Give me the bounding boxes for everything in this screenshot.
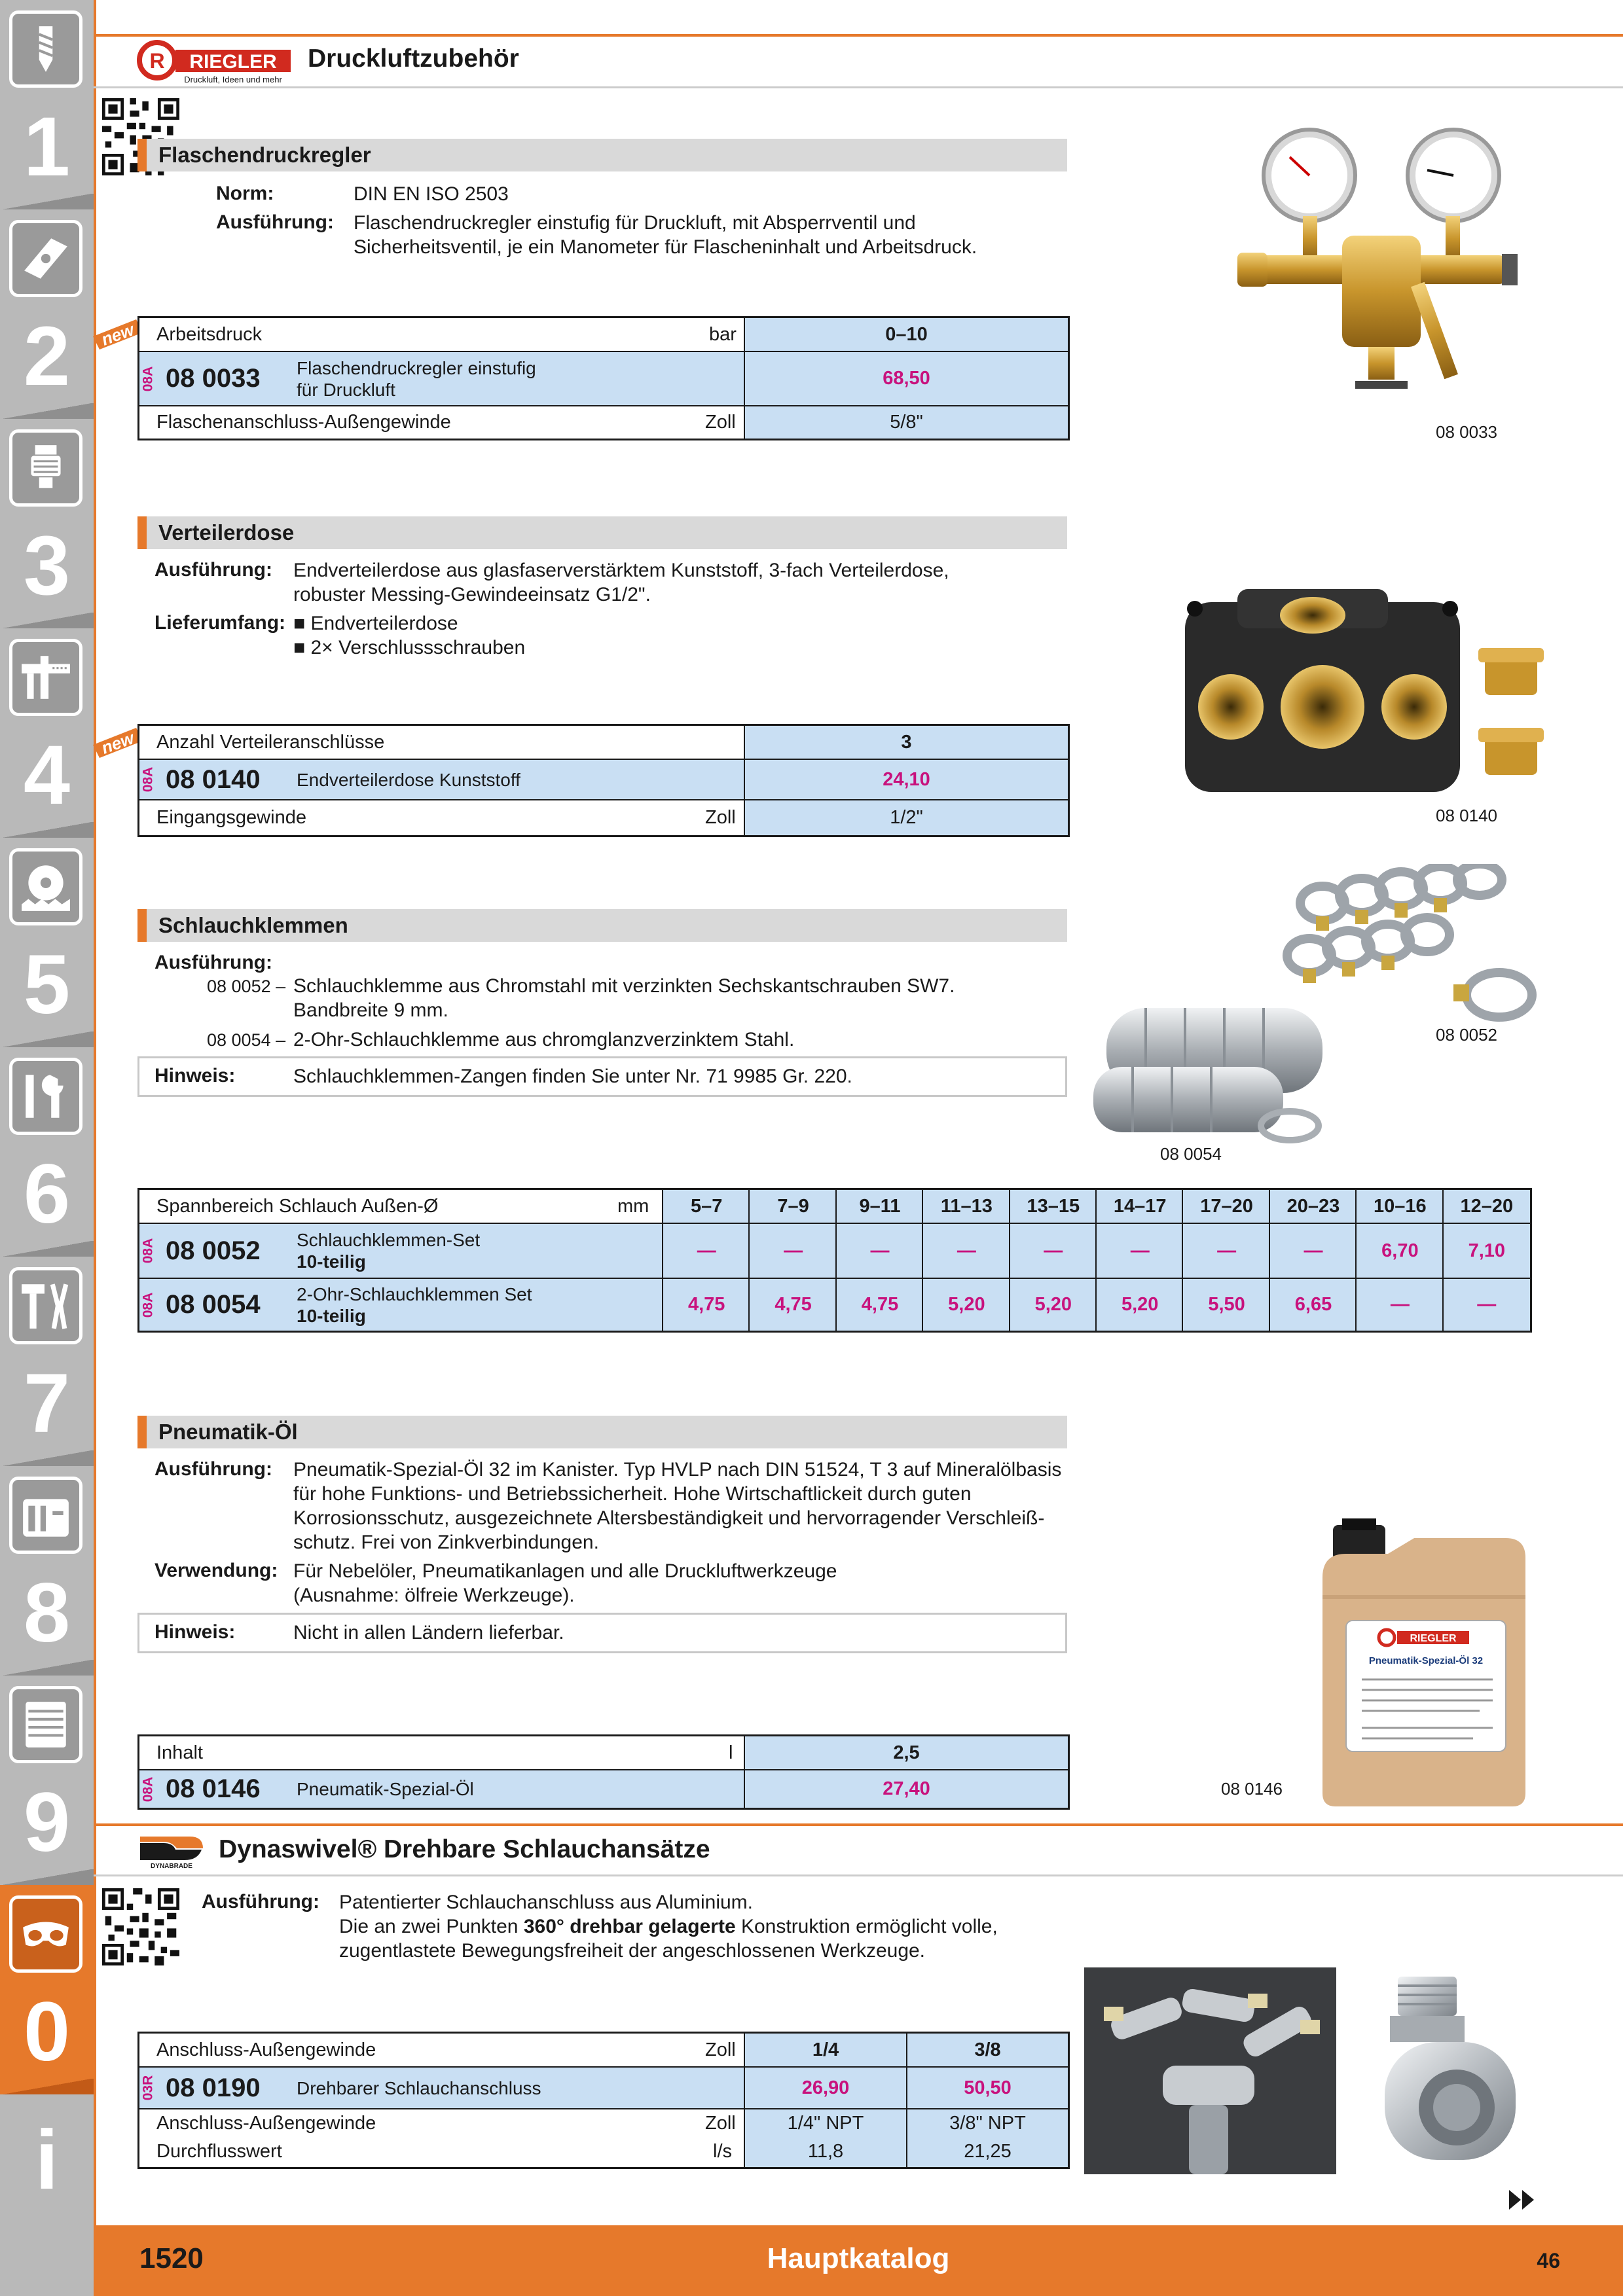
image-caption: 08 0054	[1160, 1144, 1222, 1164]
svg-text:Druckluft, Ideen und mehr: Druckluft, Ideen und mehr	[184, 75, 282, 84]
group-code: 08A	[140, 1776, 155, 1802]
article-description: Endverteilerdose Kunststoff	[297, 769, 520, 790]
group-code: 03R	[140, 2075, 155, 2101]
size-range-header: 7–9	[777, 1195, 809, 1217]
section-header-flaschendruckregler	[137, 139, 1067, 171]
row-label: Flaschenanschluss-Außengewinde	[156, 412, 451, 433]
price: —	[870, 1240, 890, 1261]
size-range-header: 5–7	[691, 1195, 723, 1217]
price: —	[784, 1240, 803, 1261]
column-separator	[1182, 1190, 1183, 1331]
header-rule	[94, 34, 1623, 37]
table-row-product[interactable]	[139, 351, 1068, 405]
column-separator	[1095, 1190, 1097, 1331]
column-separator	[906, 2034, 907, 2167]
svg-text:Pneumatik-Spezial-Öl 32: Pneumatik-Spezial-Öl 32	[1368, 1655, 1484, 1666]
ausfuehrung-line: Die an zwei Punkten 360° drehbar gelagerte Konstruktion ermöglicht volle,	[339, 1916, 998, 1937]
section-marker	[137, 909, 147, 942]
tab-divider	[0, 822, 94, 838]
unit: Zoll	[705, 807, 736, 828]
section-title: Pneumatik-Öl	[158, 1420, 298, 1444]
article-number: 08 0146	[166, 1774, 261, 1803]
section-marker	[137, 139, 147, 171]
tab-divider	[0, 403, 94, 419]
hint-label: Hinweis:	[155, 1065, 236, 1086]
page-number: 1520	[139, 2242, 204, 2274]
logo-text: RIEGLER	[189, 51, 277, 73]
section-header-verteilerdose	[137, 516, 1067, 549]
svg-text:RIEGLER: RIEGLER	[1410, 1633, 1457, 1644]
hint-text: Nicht in allen Ländern lieferbar.	[293, 1622, 564, 1643]
section-rule	[94, 1823, 1623, 1826]
size-range-header: 10–16	[1374, 1195, 1427, 1217]
chapter-number: 3	[23, 519, 71, 613]
group-code: 08A	[140, 1292, 155, 1318]
article-description: Pneumatik-Spezial-Öl	[297, 1779, 474, 1799]
unit: l	[729, 1742, 733, 1763]
price: 5,20	[948, 1294, 985, 1315]
chapter-tab-8[interactable]	[0, 1466, 94, 1676]
value: 3/8" NPT	[949, 2112, 1026, 2134]
value: 3	[901, 731, 912, 753]
chuck-icon	[9, 429, 82, 507]
svg-text:R: R	[149, 49, 165, 73]
article-number: 08 0190	[166, 2073, 261, 2102]
table-row	[139, 318, 1068, 351]
product-table-schlauchklemmen	[137, 1188, 1532, 1333]
table-row-product[interactable]	[139, 759, 1068, 799]
product-table-verteilerdose	[137, 724, 1070, 837]
size-range-header: 13–15	[1027, 1195, 1080, 1217]
value: 1/2"	[890, 807, 923, 828]
section-brand-title: Dynaswivel® Drehbare Schlauchansätze	[219, 1835, 710, 1863]
article-number: 08 0052	[166, 1236, 261, 1265]
price: 4,75	[861, 1294, 899, 1315]
pressure-regulator-image	[1231, 124, 1545, 412]
value: 2,5	[893, 1742, 920, 1763]
row-label: Spannbereich Schlauch Außen-Ø	[156, 1195, 439, 1217]
ausfuehrung-line: robuster Messing-Gewindeeinsatz G1/2".	[293, 584, 651, 605]
chapter-number: 5	[23, 938, 71, 1031]
ausfuehrung-line: Flaschendruckregler einstufig für Druckluft, mit Absperrventil und	[354, 212, 916, 234]
column-separator	[1442, 1190, 1444, 1331]
chapter-number: 4	[23, 728, 71, 822]
size-range-header: 20–23	[1286, 1195, 1340, 1217]
ausfuehrung-line: schutz. Frei von Zinkverbindungen.	[293, 1532, 599, 1553]
chapter-tab-4[interactable]	[0, 628, 94, 838]
chapter-number: 7	[23, 1357, 71, 1450]
table-row-product[interactable]	[139, 2066, 1068, 2108]
chapter-tab-7[interactable]	[0, 1257, 94, 1466]
column-separator	[922, 1190, 923, 1331]
price: 6,70	[1381, 1240, 1419, 1261]
size-range-header: 14–17	[1113, 1195, 1167, 1217]
swivel-fitting-image	[1359, 1970, 1542, 2173]
group-code: 08A	[140, 366, 155, 391]
page-footer	[94, 2225, 1623, 2296]
chapter-number: 6	[23, 1147, 71, 1241]
column-separator	[1269, 1190, 1270, 1331]
column-separator	[1009, 1190, 1010, 1331]
table-row	[139, 1736, 1068, 1769]
image-caption: 08 0052	[1436, 1025, 1497, 1045]
page-title: Druckluftzubehör	[308, 45, 519, 73]
price: 24,10	[883, 768, 930, 790]
dynabrade-logo	[137, 1833, 206, 1869]
column-separator	[744, 2034, 745, 2167]
chapter-tab-9[interactable]	[0, 1676, 94, 1885]
price: 5,50	[1208, 1294, 1245, 1315]
table-row	[139, 799, 1068, 835]
tab-divider	[0, 2079, 94, 2094]
article-description: Flaschendruckregler einstufig für Druckluft	[297, 357, 536, 400]
hint-box	[137, 1613, 1067, 1653]
ausfuehrung-line: Pneumatik-Spezial-Öl 32 im Kanister. Typ HVLP nach DIN 51524, T 3 auf Mineralölbasis	[293, 1459, 1062, 1480]
value: 21,25	[964, 2140, 1012, 2162]
tab-divider	[0, 613, 94, 628]
hint-label: Hinweis:	[155, 1621, 236, 1643]
swivel-tool-photo	[1084, 1967, 1336, 2174]
item-code: 08 0052 –	[207, 977, 286, 996]
table-row	[139, 405, 1068, 439]
item-description: 2-Ohr-Schlauchklemme aus chromglanzverzinktem Stahl.	[293, 1029, 795, 1050]
lieferumfang-item: ■ 2× Verschlussschrauben	[293, 637, 526, 658]
chapter-tab-0[interactable]	[0, 1885, 94, 2094]
column-separator	[748, 1190, 750, 1331]
value: 1/4" NPT	[787, 2112, 864, 2134]
row-label: Eingangsgewinde	[156, 807, 306, 828]
article-number: 08 0054	[166, 1290, 261, 1319]
norm-label: Norm:	[216, 183, 274, 204]
size-range-header: 17–20	[1200, 1195, 1253, 1217]
chapter-number: 8	[23, 1566, 71, 1660]
unit: mm	[617, 1195, 649, 1217]
unit: l/s	[713, 2140, 732, 2162]
ausfuehrung-label: Ausführung:	[216, 211, 334, 233]
ausfuehrung-line: zugentlastete Bewegungsfreiheit der angeschlossenen Werkzeuge.	[339, 1940, 926, 1962]
unit: Zoll	[705, 2039, 736, 2060]
hint-text: Schlauchklemmen-Zangen finden Sie unter Nr. 71 9985 Gr. 220.	[293, 1066, 852, 1087]
article-number: 08 0033	[166, 364, 261, 393]
value: 5/8"	[890, 412, 923, 433]
cutting-insert-icon	[9, 220, 82, 297]
group-code: 08A	[140, 766, 155, 793]
item-code: 08 0054 –	[207, 1030, 286, 1050]
ausfuehrung-line: Korrosionsschutz, ausgezeichnete Altersbeständigkeit und hervorragender Verschleiß-	[293, 1507, 1045, 1529]
section-title: Schlauchklemmen	[158, 913, 348, 937]
section-title: Verteilerdose	[158, 520, 295, 545]
ausfuehrung-line: Sicherheitsventil, je ein Manometer für Flascheninhalt und Arbeitsdruck.	[354, 236, 977, 258]
price: 7,10	[1468, 1240, 1506, 1261]
unit: bar	[709, 323, 737, 345]
ear-clamp-image	[1093, 995, 1342, 1152]
hammer-pliers-icon	[9, 1267, 82, 1344]
article-description: Drehbarer Schlauchanschluss	[297, 2077, 541, 2098]
price: 6,65	[1294, 1294, 1332, 1315]
tab-divider	[0, 1869, 94, 1885]
price: 5,20	[1034, 1294, 1072, 1315]
chapter-tab-2[interactable]	[0, 209, 94, 419]
table-row	[139, 2137, 1068, 2166]
column-separator	[662, 1190, 663, 1331]
catalog-name: Hauptkatalog	[767, 2242, 950, 2274]
price: —	[1477, 1294, 1497, 1315]
article-description: 2-Ohr-Schlauchklemmen Set 10-teilig	[297, 1283, 532, 1326]
product-table-pneumatik-oel	[137, 1734, 1070, 1810]
next-page-arrow-icon[interactable]	[1509, 2190, 1535, 2210]
price: —	[1304, 1240, 1323, 1261]
row-label: Inhalt	[156, 1742, 203, 1763]
section-underline	[94, 1874, 1623, 1876]
chapter-sidebar	[0, 0, 94, 2296]
ausfuehrung-label: Ausführung:	[155, 952, 272, 973]
saw-blade-icon	[9, 848, 82, 925]
price: 26,90	[801, 2077, 850, 2098]
price: 27,40	[883, 1778, 930, 1799]
safety-goggles-icon	[9, 1895, 82, 1973]
price: 5,20	[1121, 1294, 1159, 1315]
caliper-icon	[9, 639, 82, 716]
column-separator	[1355, 1190, 1357, 1331]
info-symbol: i	[35, 2113, 59, 2207]
section-header-pneumatik-oel	[137, 1416, 1067, 1448]
table-row-product[interactable]	[139, 1769, 1068, 1808]
item-description: Schlauchklemme aus Chromstahl mit verzinkten Sechskantschrauben SW7.	[293, 975, 955, 997]
chapter-tab-5[interactable]	[0, 838, 94, 1047]
section-header-schlauchklemmen	[137, 909, 1067, 942]
norm-value: DIN EN ISO 2503	[354, 183, 509, 205]
toolbox-icon	[9, 1477, 82, 1554]
tab-divider	[0, 1660, 94, 1676]
chapter-number: 1	[23, 100, 71, 194]
svg-text:new: new	[98, 728, 137, 758]
tab-divider	[0, 1031, 94, 1047]
chapter-tab-info[interactable]	[0, 2094, 94, 2225]
table-row	[139, 726, 1068, 759]
unit: Zoll	[705, 2112, 736, 2134]
price: 4,75	[775, 1294, 812, 1315]
ausfuehrung-label: Ausführung:	[202, 1891, 319, 1912]
value: 3/8	[974, 2039, 1001, 2060]
value: 11,8	[807, 2140, 844, 2162]
value: 0–10	[885, 323, 928, 345]
section-marker	[137, 1416, 147, 1448]
table-row	[139, 2034, 1068, 2066]
section-marker	[137, 516, 147, 549]
ausfuehrung-line: für hohe Funktions- und Betriebssicherheit. Hohe Wirtschaftlickeit durch guten	[293, 1483, 972, 1505]
tab-divider	[0, 1241, 94, 1257]
lieferumfang-label: Lieferumfang:	[155, 612, 286, 634]
qr-code-icon[interactable]	[102, 1888, 179, 1965]
image-caption: 08 0140	[1436, 806, 1497, 825]
product-table-dynaswivel	[137, 2032, 1070, 2169]
verwendung-label: Verwendung:	[155, 1560, 278, 1581]
tab-divider	[0, 194, 94, 209]
price: —	[1390, 1294, 1410, 1315]
price: 4,75	[687, 1294, 725, 1315]
value: 1/4	[812, 2039, 839, 2060]
article-description: Schlauchklemmen-Set 10-teilig	[297, 1230, 481, 1272]
chapter-number: 9	[23, 1776, 71, 1869]
ausfuehrung-line: Patentierter Schlauchanschluss aus Aluminium.	[339, 1892, 753, 1913]
wrench-screwdriver-icon	[9, 1058, 82, 1135]
group-code: 08A	[140, 1238, 155, 1264]
chapter-number: 2	[23, 310, 71, 403]
tab-divider	[0, 1450, 94, 1466]
verwendung-line: Für Nebelöler, Pneumatikanlagen und alle Druckluftwerkzeuge	[293, 1560, 837, 1582]
drill-bit-icon	[9, 10, 82, 88]
row-label: Durchflusswert	[156, 2140, 282, 2162]
oil-canister-image	[1316, 1518, 1532, 1806]
size-range-header: 11–13	[940, 1195, 993, 1217]
price: —	[697, 1240, 716, 1261]
row-label: Anzahl Verteileranschlüsse	[156, 731, 385, 753]
column-separator	[744, 318, 745, 439]
price: 50,50	[964, 2077, 1012, 2098]
ausfuehrung-line: Endverteilerdose aus glasfaserverstärktem Kunststoff, 3-fach Verteilerdose,	[293, 560, 949, 581]
chapter-number: 0	[23, 1985, 71, 2079]
price: 68,50	[883, 368, 930, 389]
lieferumfang-item: ■ Endverteilerdose	[293, 613, 458, 634]
row-label: Arbeitsdruck	[156, 323, 263, 345]
verwendung-line: (Ausnahme: ölfreie Werkzeuge).	[293, 1585, 575, 1606]
svg-text:new: new	[98, 319, 137, 350]
distribution-box-image	[1172, 589, 1552, 798]
chapter-tab-1[interactable]	[0, 0, 94, 209]
unit: Zoll	[705, 412, 736, 433]
chapter-tab-6[interactable]	[0, 1047, 94, 1257]
riegler-logo	[136, 39, 293, 86]
item-description: Bandbreite 9 mm.	[293, 999, 448, 1021]
ausfuehrung-label: Ausführung:	[155, 559, 272, 581]
size-range-header: 12–20	[1460, 1195, 1514, 1217]
product-table-flaschendruckregler	[137, 316, 1070, 440]
row-label: Anschluss-Außengewinde	[156, 2039, 376, 2060]
column-separator	[744, 726, 745, 835]
size-range-header: 9–11	[859, 1195, 901, 1217]
sheet-number: 46	[1537, 2249, 1560, 2272]
table-row	[139, 2108, 1068, 2137]
image-caption: 08 0033	[1436, 422, 1497, 442]
image-caption: 08 0146	[1221, 1779, 1283, 1799]
chapter-tab-3[interactable]	[0, 419, 94, 628]
section-title: Flaschendruckregler	[158, 143, 371, 167]
column-separator	[835, 1190, 837, 1331]
row-label: Anschluss-Außengewinde	[156, 2112, 376, 2134]
column-separator	[744, 1736, 745, 1808]
price: —	[1044, 1240, 1063, 1261]
price: —	[1130, 1240, 1150, 1261]
ausfuehrung-label: Ausführung:	[155, 1458, 272, 1480]
article-number: 08 0140	[166, 764, 261, 794]
svg-text:DYNABRADE: DYNABRADE	[151, 1863, 192, 1869]
tool-cabinet-icon	[9, 1686, 82, 1763]
header-underline	[94, 86, 1623, 88]
price: —	[957, 1240, 976, 1261]
price: —	[1217, 1240, 1237, 1261]
